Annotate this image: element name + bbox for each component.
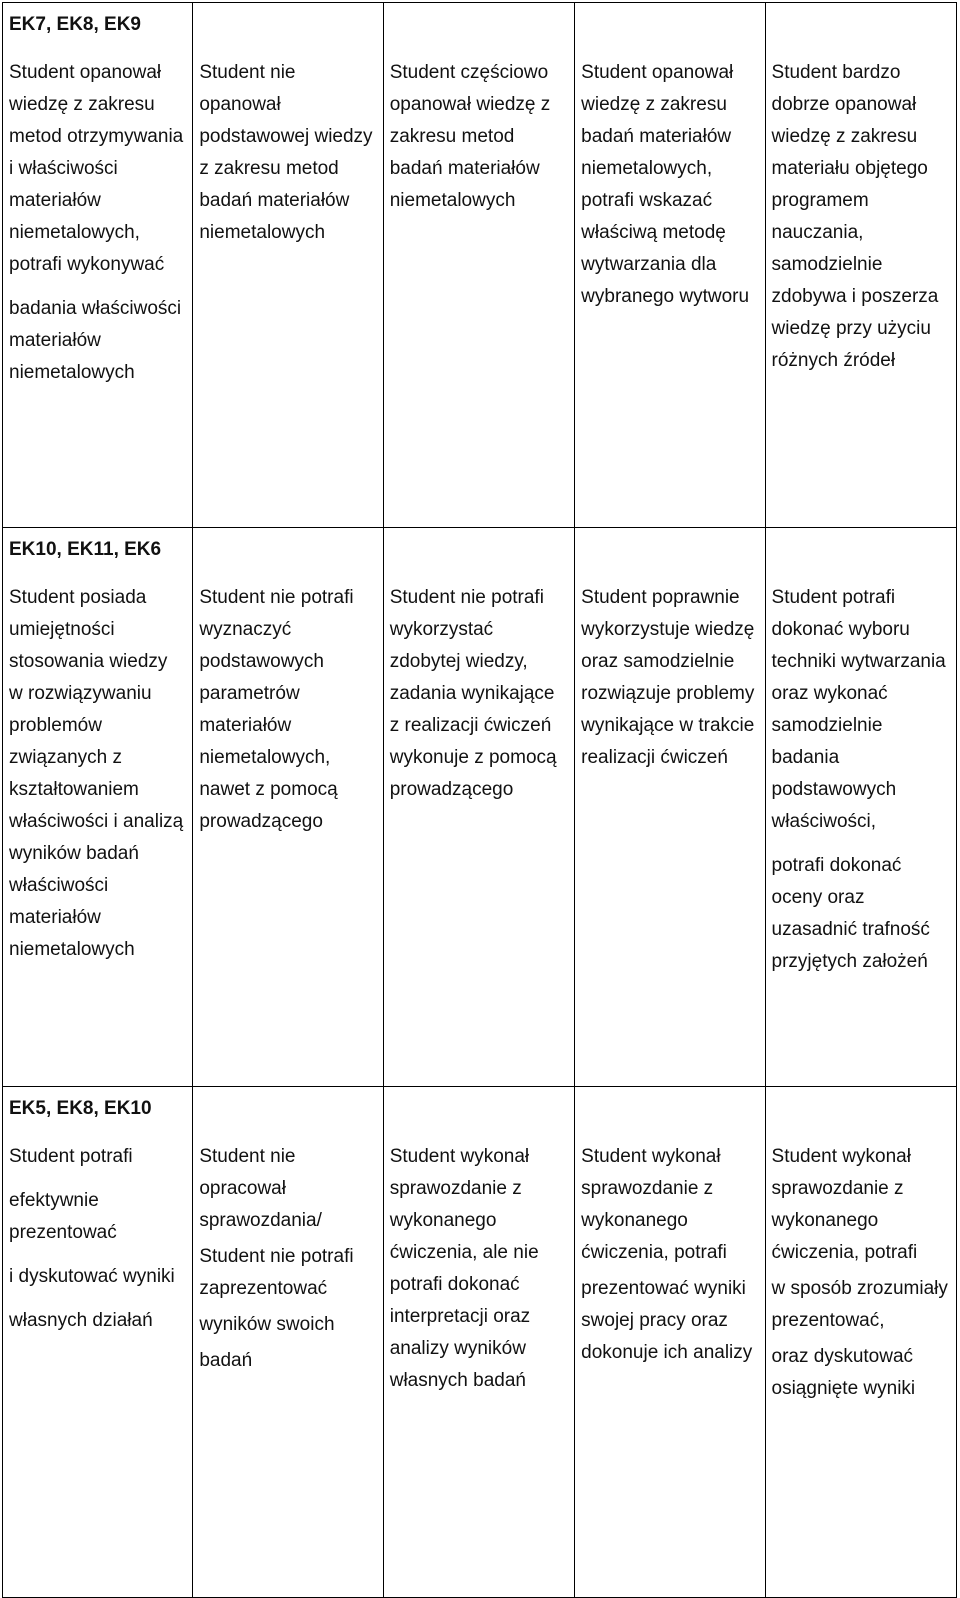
cell-text: i dyskutować wyniki xyxy=(9,1266,175,1287)
cell-text: Student wykonał sprawozdanie z wykonanego ćwiczenia, ale nie potrafi dokonać interpretacji oraz analizy wyników własnych badań xyxy=(389,1146,539,1391)
cell-text: potrafi dokonać oceny oraz uzasadnić trafność przyjętych założeń xyxy=(771,855,930,972)
outcome-codes: EK7, EK8, EK9 xyxy=(9,14,141,35)
outcome-codes: EK10, EK11, EK6 xyxy=(9,539,162,560)
grading-criteria-table xyxy=(2,2,957,1598)
cell-text: badań xyxy=(199,1350,253,1371)
cell-text: własnych działań xyxy=(9,1310,153,1331)
cell-text: Student nie opracował sprawozdania/ xyxy=(199,1146,322,1231)
cell-text: Student potrafi dokonać wyboru techniki wytwarzania oraz wykonać samodzielnie badania podstawowych właściwości, xyxy=(771,587,946,832)
table-row xyxy=(3,3,957,528)
outcome-codes: EK5, EK8, EK10 xyxy=(9,1098,152,1119)
grade-criterion-cell xyxy=(575,3,765,528)
cell-text: Student wykonał sprawozdanie z wykonanego ćwiczenia, potrafi xyxy=(771,1146,918,1263)
cell-text: Student posiada umiejętności stosowania wiedzy w rozwiązywaniu problemów związanych z kształtowaniem właściwości i analizą wyników badań właściwości materiałów niemetalowych xyxy=(9,587,184,960)
cell-text: wyników swoich xyxy=(199,1314,335,1335)
cell-text: Student wykonał sprawozdanie z wykonanego ćwiczenia, potrafi xyxy=(581,1146,727,1263)
cell-text: Student nie potrafi wykorzystać zdobytej wiedzy, zadania wynikające z realizacji ćwiczeń wykonuje z pomocą prowadzącego xyxy=(389,587,557,800)
table-row xyxy=(3,528,957,1087)
learning-outcome-cell xyxy=(3,1087,193,1598)
grade-criterion-cell xyxy=(193,1087,383,1598)
grade-criterion-cell xyxy=(383,528,574,1087)
grade-criterion-cell xyxy=(575,1087,765,1598)
grade-criterion-cell xyxy=(765,528,956,1087)
cell-text: Student potrafi xyxy=(9,1146,133,1167)
cell-text: w sposób zrozumiały prezentować, xyxy=(771,1278,948,1331)
cell-text: prezentować wyniki swojej pracy oraz dokonuje ich analizy xyxy=(581,1278,753,1363)
grade-criterion-cell xyxy=(193,3,383,528)
learning-outcome-cell xyxy=(3,3,193,528)
grade-criterion-cell xyxy=(765,1087,956,1598)
cell-text: Student nie opanował podstawowej wiedzy z zakresu metod badań materiałów niemetalowych xyxy=(199,62,373,243)
grade-criterion-cell xyxy=(575,528,765,1087)
cell-text: Student opanował wiedzę z zakresu metod otrzymywania i właściwości materiałów niemetalowych, potrafi wykonywać xyxy=(9,62,184,275)
cell-text: Student poprawnie wykorzystuje wiedzę oraz samodzielnie rozwiązuje problemy wynikające w trakcie realizacji ćwiczeń xyxy=(581,587,755,768)
cell-text: Student opanował wiedzę z zakresu badań materiałów niemetalowych, potrafi wskazać właściwą metodę wytwarzania dla wybranego wytworu xyxy=(581,62,750,307)
grade-criterion-cell xyxy=(383,1087,574,1598)
cell-text: Student częściowo opanował wiedzę z zakresu metod badań materiałów niemetalowych xyxy=(389,62,551,211)
grade-criterion-cell xyxy=(193,528,383,1087)
cell-text: oraz dyskutować osiągnięte wyniki xyxy=(771,1346,916,1399)
table-row xyxy=(3,1087,957,1598)
cell-text: Student nie potrafi zaprezentować xyxy=(199,1246,354,1299)
cell-text: Student nie potrafi wyznaczyć podstawowych parametrów materiałów niemetalowych, nawet z pomocą prowadzącego xyxy=(199,587,354,832)
cell-text: efektywnie prezentować xyxy=(9,1190,117,1243)
cell-text: Student bardzo dobrze opanował wiedzę z zakresu materiału objętego programem nauczania, samodzielnie zdobywa i poszerza wiedzę przy użyciu różnych źródeł xyxy=(771,62,939,371)
learning-outcome-cell xyxy=(3,528,193,1087)
cell-text: badania właściwości materiałów niemetalowych xyxy=(9,298,182,383)
grade-criterion-cell xyxy=(765,3,956,528)
grade-criterion-cell xyxy=(383,3,574,528)
